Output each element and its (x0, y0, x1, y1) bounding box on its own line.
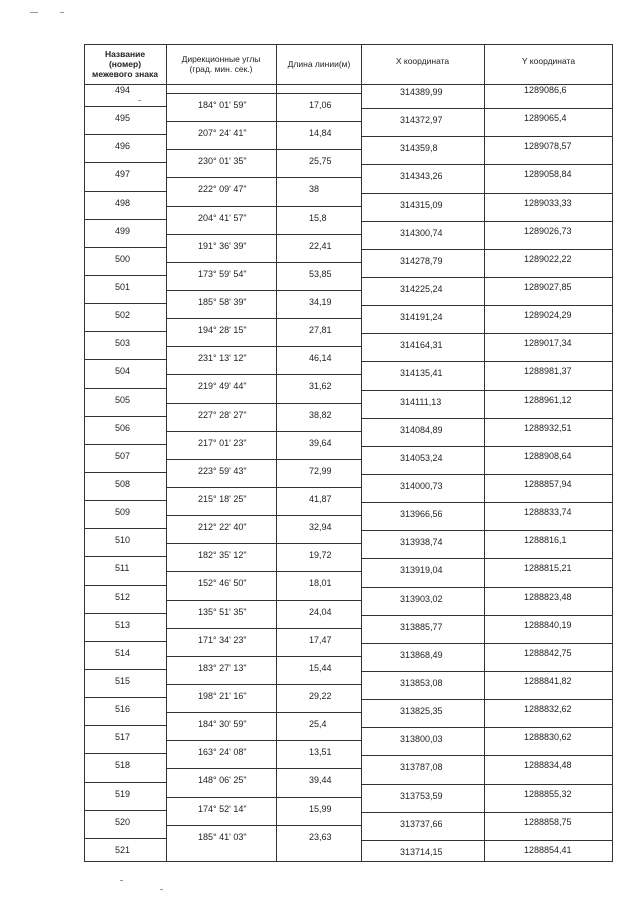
row-rule-id (84, 641, 166, 642)
x-coordinate: 313714,15 (400, 846, 443, 857)
direction-angle: 217° 01' 23" (198, 437, 247, 448)
row-rule-angle (166, 177, 361, 178)
line-length: 29,22 (309, 691, 332, 701)
row-rule-id (84, 359, 166, 360)
column-divider (484, 44, 485, 862)
y-coordinate: 1289017,34 (524, 338, 572, 349)
direction-angle: 219° 49' 44" (198, 381, 247, 392)
point-id: 503 (115, 338, 131, 349)
row-rule-id (84, 725, 166, 726)
y-coordinate: 1288854,41 (524, 844, 572, 855)
row-rule-id (84, 162, 166, 163)
x-coordinate: 314164,31 (400, 340, 443, 351)
direction-angle: 152° 46' 50" (198, 578, 247, 589)
y-coordinate: 1288834,48 (524, 760, 572, 771)
y-coordinate: 1288858,75 (524, 816, 572, 827)
x-coordinate: 313753,59 (400, 790, 443, 801)
point-id: 515 (115, 675, 131, 686)
row-rule-angle (166, 571, 361, 572)
line-length: 23,63 (309, 831, 332, 842)
x-coordinate: 314343,26 (400, 171, 443, 182)
x-coordinate: 314084,89 (400, 424, 443, 435)
row-rule-angle (166, 628, 361, 629)
y-coordinate: 1288857,94 (524, 478, 572, 489)
y-coordinate: 1288816,1 (524, 535, 567, 546)
row-rule-angle (166, 740, 361, 741)
row-rule-angle (166, 825, 361, 826)
row-rule-id (84, 838, 166, 839)
direction-angle: 185° 58' 39" (198, 297, 247, 308)
direction-angle: 174° 52' 14" (198, 803, 247, 814)
scan-speck (120, 880, 123, 881)
row-rule-angle (166, 656, 361, 657)
row-rule-id (84, 191, 166, 192)
x-coordinate: 314225,24 (400, 283, 443, 294)
row-rule-coords (361, 249, 613, 250)
header-y: Y координата (521, 56, 576, 66)
y-coordinate: 1288815,21 (524, 563, 572, 574)
row-rule-coords (361, 418, 613, 419)
row-rule-id (84, 275, 166, 276)
x-coordinate: 313787,08 (400, 762, 443, 773)
row-rule-id (84, 669, 166, 670)
y-coordinate: 1289022,22 (524, 253, 572, 264)
x-coordinate: 313800,03 (400, 734, 443, 745)
line-length: 25,4 (309, 719, 327, 730)
direction-angle: 231° 13' 12" (198, 353, 247, 364)
line-length: 17,06 (309, 100, 332, 111)
row-rule-angle (166, 346, 361, 347)
x-coordinate: 314053,24 (400, 452, 443, 463)
point-id: 510 (115, 535, 131, 546)
line-length: 24,04 (309, 606, 332, 617)
direction-angle: 191° 36' 39" (198, 240, 247, 251)
row-rule-coords (361, 615, 613, 616)
line-length: 25,75 (309, 156, 332, 167)
direction-angle: 163° 24' 08" (198, 747, 247, 758)
direction-angle: 230° 01' 35" (198, 156, 247, 167)
row-rule-angle (166, 515, 361, 516)
line-length: 39,44 (309, 775, 332, 786)
row-rule-angle (166, 459, 361, 460)
line-length: 19,72 (309, 550, 332, 561)
row-rule-id (84, 528, 166, 529)
scan-speck (160, 889, 163, 890)
point-id: 499 (115, 225, 131, 236)
point-id: 508 (115, 478, 131, 489)
direction-angle: 227° 28' 27" (198, 409, 247, 420)
x-coordinate: 313919,04 (400, 565, 443, 576)
direction-angle: 182° 35' 12" (198, 550, 247, 561)
row-rule-coords (361, 136, 613, 137)
row-rule-angle (166, 121, 361, 122)
x-coordinate: 314389,99 (400, 87, 443, 97)
point-id: 504 (115, 366, 131, 377)
direction-angle: 222° 09' 47" (198, 184, 247, 195)
x-coordinate: 313868,49 (400, 649, 443, 660)
line-length: 15,99 (309, 803, 332, 814)
x-coordinate: 313885,77 (400, 621, 443, 632)
row-rule-coords (361, 840, 613, 841)
y-coordinate: 1289033,33 (524, 197, 572, 208)
x-coordinate: 314135,41 (400, 368, 443, 379)
row-rule-angle (166, 403, 361, 404)
row-rule-coords (361, 361, 613, 362)
y-coordinate: 1289078,57 (524, 141, 572, 152)
line-length: 22,41 (309, 240, 332, 251)
point-id: 505 (115, 394, 131, 405)
direction-angle: 135° 51' 35" (198, 606, 247, 617)
line-length: 41,87 (309, 494, 332, 505)
header-name: Название (номер) межевого знака (92, 49, 158, 79)
row-rule-id (84, 782, 166, 783)
column-divider (361, 44, 362, 862)
row-rule-angle (166, 797, 361, 798)
point-id: 507 (115, 450, 131, 461)
line-length: 18,01 (309, 578, 332, 589)
row-rule-coords (361, 474, 613, 475)
row-rule-id (84, 585, 166, 586)
y-coordinate: 1288842,75 (524, 647, 572, 658)
row-rule-id (84, 247, 166, 248)
x-coordinate: 314359,8 (400, 143, 438, 154)
row-rule-angle (166, 290, 361, 291)
y-coordinate: 1288932,51 (524, 422, 572, 433)
line-length: 53,85 (309, 268, 332, 279)
direction-angle: 207° 24' 41" (198, 128, 247, 139)
point-id: 500 (115, 253, 131, 264)
row-rule-id (84, 303, 166, 304)
direction-angle: 173° 59' 54" (198, 268, 247, 279)
row-rule-id (84, 219, 166, 220)
row-rule-coords (361, 812, 613, 813)
row-rule-coords (361, 277, 613, 278)
y-coordinate: 1288832,62 (524, 704, 572, 715)
row-rule-id (84, 388, 166, 389)
direction-angle: 223° 59' 43" (198, 465, 247, 476)
x-coordinate: 313825,35 (400, 706, 443, 717)
y-coordinate: 1289086,6 (524, 85, 567, 95)
row-rule-angle (166, 234, 361, 235)
direction-angle: 194° 28' 15" (198, 325, 247, 336)
y-coordinate: 1289058,84 (524, 169, 572, 180)
line-length: 27,81 (309, 325, 332, 336)
y-coordinate: 1289024,29 (524, 310, 572, 321)
row-rule-angle (166, 206, 361, 207)
point-id: 521 (115, 844, 131, 855)
row-rule-id (84, 810, 166, 811)
y-coordinate: 1289027,85 (524, 281, 572, 292)
row-rule-id (84, 753, 166, 754)
scan-speck (30, 12, 38, 13)
line-length: 38 (309, 184, 320, 195)
point-id: 496 (115, 141, 131, 152)
point-id: 495 (115, 113, 131, 124)
row-rule-angle (166, 543, 361, 544)
row-rule-coords (361, 671, 613, 672)
x-coordinate: 314000,73 (400, 480, 443, 491)
x-coordinate: 314111,13 (400, 396, 442, 407)
direction-angle: 184° 01' 59" (198, 100, 247, 111)
point-id: 509 (115, 507, 131, 518)
row-rule-coords (361, 643, 613, 644)
line-length: 14,84 (309, 128, 332, 139)
point-id: 506 (115, 422, 131, 433)
point-id: 511 (115, 563, 130, 574)
header-angle: Дирекционные углы (град. мин. сек.) (181, 54, 261, 74)
y-coordinate: 1288841,82 (524, 675, 572, 686)
direction-angle: 204° 41' 57" (198, 212, 247, 223)
y-coordinate: 1288830,62 (524, 732, 572, 743)
line-length: 46,14 (309, 353, 332, 364)
row-rule-angle (166, 149, 361, 150)
row-rule-id (84, 697, 166, 698)
point-id: 501 (115, 281, 131, 292)
row-rule-angle (166, 600, 361, 601)
scan-speck (138, 100, 141, 101)
y-coordinate: 1289026,73 (524, 225, 572, 236)
row-rule-id (84, 134, 166, 135)
point-id: 497 (115, 169, 131, 180)
row-rule-id (84, 613, 166, 614)
point-id: 514 (115, 647, 131, 658)
y-coordinate: 1289065,4 (524, 113, 567, 124)
y-coordinate: 1288908,64 (524, 450, 572, 461)
x-coordinate: 313853,08 (400, 677, 443, 688)
row-rule-id (84, 500, 166, 501)
point-id: 494 (115, 85, 131, 95)
row-rule-angle (166, 712, 361, 713)
line-length: 15,44 (309, 662, 332, 673)
row-rule-coords (361, 193, 613, 194)
point-id: 519 (115, 788, 131, 799)
x-coordinate: 313938,74 (400, 537, 443, 548)
point-id: 516 (115, 704, 131, 715)
row-rule-coords (361, 755, 613, 756)
line-length: 31,62 (309, 381, 332, 392)
line-length: 32,94 (309, 522, 332, 533)
row-rule-id (84, 331, 166, 332)
direction-angle: 215° 18' 25" (198, 494, 247, 505)
line-length: 72,99 (309, 465, 332, 476)
row-rule-angle (166, 684, 361, 685)
x-coordinate: 313737,66 (400, 818, 443, 829)
point-id: 517 (115, 732, 131, 743)
row-rule-coords (361, 727, 613, 728)
row-rule-angle (166, 318, 361, 319)
row-rule-coords (361, 699, 613, 700)
direction-angle: 148° 06' 25" (198, 775, 247, 786)
row-rule-coords (361, 108, 613, 109)
row-rule-coords (361, 784, 613, 785)
y-coordinate: 1288823,48 (524, 591, 572, 602)
direction-angle: 185° 41' 03" (198, 831, 247, 842)
x-coordinate: 313966,56 (400, 509, 443, 520)
direction-angle: 212° 22' 40" (198, 522, 247, 533)
direction-angle: 198° 21' 16" (198, 691, 247, 701)
y-coordinate: 1288981,37 (524, 366, 572, 377)
row-rule-coords (361, 530, 613, 531)
row-rule-angle (166, 431, 361, 432)
line-length: 17,47 (309, 634, 332, 645)
point-id: 518 (115, 760, 131, 771)
line-length: 13,51 (309, 747, 332, 758)
row-rule-coords (361, 221, 613, 222)
row-rule-id (84, 556, 166, 557)
point-id: 498 (115, 197, 131, 208)
x-coordinate: 314191,24 (400, 312, 443, 323)
line-length: 15,8 (309, 212, 327, 223)
row-rule-angle (166, 262, 361, 263)
row-rule-coords (361, 446, 613, 447)
row-rule-coords (361, 164, 613, 165)
header-length: Длина линии(м) (287, 59, 351, 69)
y-coordinate: 1288833,74 (524, 507, 572, 518)
y-coordinate: 1288855,32 (524, 788, 572, 799)
row-rule-id (84, 444, 166, 445)
row-rule-coords (361, 587, 613, 588)
row-rule-coords (361, 558, 613, 559)
point-id: 513 (115, 619, 131, 630)
scan-speck (60, 12, 64, 13)
direction-angle: 184° 30' 59" (198, 719, 247, 730)
row-rule-angle (166, 93, 361, 94)
x-coordinate: 314372,97 (400, 115, 443, 126)
line-length: 38,82 (309, 409, 332, 420)
header-x: X координата (395, 56, 450, 66)
x-coordinate: 313903,02 (400, 593, 443, 604)
point-id: 520 (115, 816, 131, 827)
row-rule-id (84, 106, 166, 107)
direction-angle: 183° 27' 13" (198, 662, 247, 673)
x-coordinate: 314278,79 (400, 255, 443, 266)
x-coordinate: 314300,74 (400, 227, 443, 238)
x-coordinate: 314315,09 (400, 199, 443, 210)
line-length: 34,19 (309, 297, 332, 308)
row-rule-coords (361, 305, 613, 306)
line-length: 39,64 (309, 437, 332, 448)
row-rule-coords (361, 502, 613, 503)
point-id: 512 (115, 591, 131, 602)
y-coordinate: 1288961,12 (524, 394, 572, 405)
direction-angle: 171° 34' 23" (198, 634, 247, 645)
row-rule-coords (361, 390, 613, 391)
row-rule-angle (166, 768, 361, 769)
row-rule-id (84, 416, 166, 417)
row-rule-angle (166, 374, 361, 375)
point-id: 502 (115, 310, 131, 321)
row-rule-angle (166, 487, 361, 488)
row-rule-coords (361, 333, 613, 334)
y-coordinate: 1288840,19 (524, 619, 572, 630)
row-rule-id (84, 472, 166, 473)
